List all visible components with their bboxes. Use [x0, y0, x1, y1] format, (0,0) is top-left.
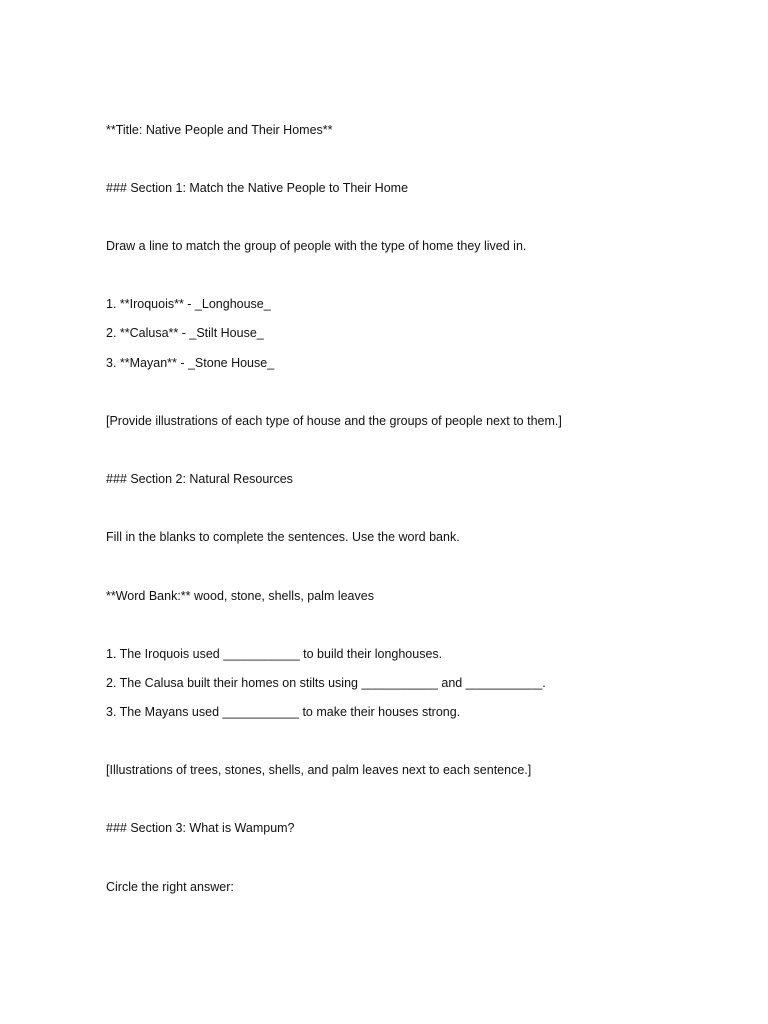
section-3-instruction: Circle the right answer: [106, 880, 234, 894]
section-1-item: 2. **Calusa** - _Stilt House_ [106, 326, 264, 340]
section-1-heading: ### Section 1: Match the Native People to Their Home [106, 181, 409, 195]
section-2-instruction: Fill in the blanks to complete the sentences. Use the word bank. [106, 530, 460, 544]
section-1-item: 3. **Mayan** - _Stone House_ [106, 356, 275, 370]
section-1-note: [Provide illustrations of each type of house and the groups of people next to them.] [106, 414, 562, 428]
word-bank: **Word Bank:** wood, stone, shells, palm leaves [106, 589, 374, 603]
section-3-heading: ### Section 3: What is Wampum? [106, 821, 295, 835]
section-1-instruction: Draw a line to match the group of people with the type of home they lived in. [106, 239, 527, 253]
section-2-item: 1. The Iroquois used ___________ to build their longhouses. [106, 647, 443, 661]
section-2-item: 2. The Calusa built their homes on stilts using ___________ and ___________. [106, 676, 546, 690]
section-1-item: 1. **Iroquois** - _Longhouse_ [106, 297, 271, 311]
section-2-note: [Illustrations of trees, stones, shells, and palm leaves next to each sentence.] [106, 763, 532, 777]
section-2-item: 3. The Mayans used ___________ to make their houses strong. [106, 705, 461, 719]
section-2-heading: ### Section 2: Natural Resources [106, 472, 293, 486]
title-line: **Title: Native People and Their Homes** [106, 123, 333, 137]
